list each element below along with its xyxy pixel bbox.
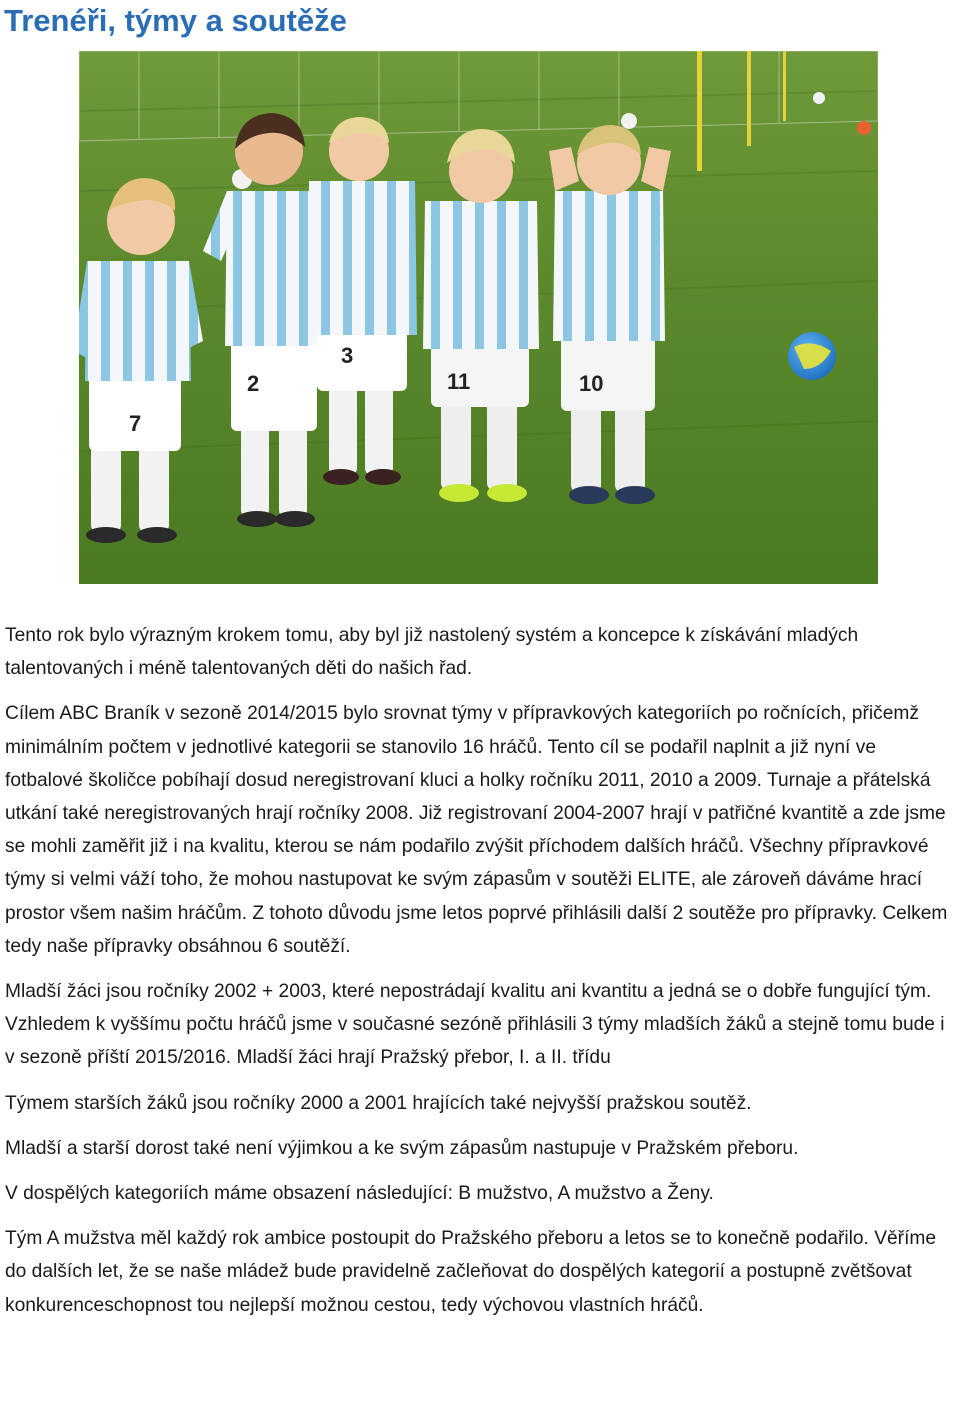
paragraph-older-pupils: Týmem starších žáků jsou ročníky 2000 a 2001 hrajících také nejvyšší pražskou soutěž.: [5, 1092, 752, 1114]
svg-text:7: 7: [129, 411, 142, 436]
paragraph-a-team: Tým A mužstva měl každý rok ambice postoupit do Pražského přeboru a letos se to konečně podařilo. Věříme do dalších let, že se naše mládež bude pravidelně začleňovat do dospělých kategorií a postupně zvětšovat konkurenceschopnost tou nejlepší možnou cestou, tedy výchovou vlastních hráčů.: [5, 1228, 937, 1316]
paragraph-intro: Tento rok bylo výrazným krokem tomu, aby byl již nastolený systém a koncepce k získávání mladých talentovaných i méně talentovaných děti do našich řad.: [5, 625, 859, 680]
svg-text:11: 11: [447, 369, 471, 394]
svg-text:2: 2: [247, 371, 260, 396]
paragraph-juniors: Mladší a starší dorost také není výjimkou a ke svým zápasům nastupuje v Pražském přeboru.: [5, 1137, 799, 1159]
team-photo: [79, 51, 878, 584]
page-title: Trenéři, týmy a soutěže: [4, 3, 347, 38]
svg-text:10: 10: [579, 371, 604, 396]
svg-text:3: 3: [341, 343, 354, 368]
paragraph-younger-pupils: Mladší žáci jsou ročníky 2002 + 2003, které nepostrádají kvalitu ani kvantitu a jedná se o dobře fungující tým. Vzhledem k vyššímu počtu hráčů jsme v současné sezóně přihlásili 3 týmy mladších žáků a stejně tomu bude i v sezoně příští 2015/2016. Mladší žáci hrají Pražský přebor, I. a II. třídu: [5, 981, 945, 1069]
article-body: [5, 619, 957, 1334]
football-kids-illustration: [79, 51, 878, 584]
paragraph-preparatory-teams: Cílem ABC Braník v sezoně 2014/2015 bylo srovnat týmy v přípravkových kategoriích po ročnících, přičemž minimálním počtem v jednotlivé kategorii se stanovilo 16 hráčů. Tento cíl se podařil naplnit a již nyní ve fotbalové školičce pobíhají dosud neregistrovaní kluci a holky ročníku 2011, 2010 a 2009. Turnaje a přátelská utkání také neregistrovaných hrají ročníky 2008. Již registrovaní 2004-2007 hrají v patřičné kvantitě a zde jsme se mohli zaměřit již i na kvalitu, kterou se nám podařilo zvýšit příchodem dalších hráčů. Všechny přípravkové týmy si velmi váží toho, že mohou nastupovat ke svým zápasům v soutěži ELITE, ale zároveň dáváme hrací prostor všem našim hráčům. Z tohoto důvodu jsme letos poprvé přihlásili další 2 soutěže pro přípravky. Celkem tedy naše přípravky obsáhnou 6 soutěží.: [5, 703, 948, 957]
paragraph-adult-categories: V dospělých kategoriích máme obsazení následující: B mužstvo, A mužstvo a Ženy.: [5, 1183, 714, 1205]
